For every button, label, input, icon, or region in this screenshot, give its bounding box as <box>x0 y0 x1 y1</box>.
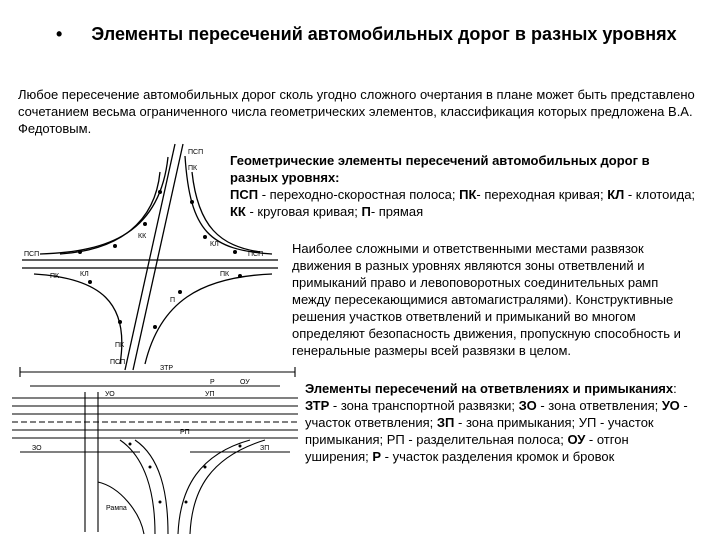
label-pk-bottom: ПК <box>115 342 125 349</box>
label-psp-bottom: ПСП <box>110 359 126 366</box>
intro-paragraph: Любое пересечение автомобильных дорог сколь угодно сложного очертания в плане может быть представлено сочетанием весьма ограниченного числа геометрических элементов, классификация которых предложена В.А. Федотовым. <box>18 87 695 136</box>
label-p: П <box>170 297 176 304</box>
main-road-d2 <box>133 144 183 370</box>
label-ramp: Рампа <box>106 505 127 512</box>
branch-elements-block: Элементы пересечений на ответвлениях и примыканиях: ЗТР - зона транспортной развязки; ЗО - зона ответвления; УО - участок ответвления; ЗП - зона примыкания; УП - участок примыкания; РП - разделительная полоса; ОУ - отгон уширения; Р - участок разделения кромок и бровок <box>305 381 688 464</box>
bullet: • <box>56 24 63 44</box>
geometric-elements-block: Геометрические элементы пересечений автомобильных дорог в разных уровнях: ПСП - переходно-скоростная полоса; ПК- переходная кривая; КЛ - клотоида; КК - круговая кривая; П- прямая <box>230 153 696 219</box>
ramp-br <box>145 274 272 364</box>
main-road-d1 <box>125 144 175 370</box>
label-zp: ЗП <box>260 445 270 452</box>
label-ztr: ЗТР <box>160 365 174 372</box>
label-r: Р <box>210 379 215 386</box>
ramp-tl <box>40 157 168 254</box>
label-up: УП <box>205 391 215 398</box>
label-ou: ОУ <box>240 379 250 386</box>
label-pk-left: ПК <box>50 273 60 280</box>
ramp-bl <box>34 274 122 364</box>
label-pk-right: ПК <box>220 271 230 278</box>
label-psp-top: ПСП <box>188 149 204 156</box>
complex-zones-paragraph: Наиболее сложными и ответственными местами развязок движения в разных уровнях являются зоны ответвлений и примыканий право и левоповоротных соединительных рамп между пересекающимися автомагистралями). Конструктивные решения участков ответвлений и примыканий во многом определяют безопасность движения, пропускную способность и генеральные размеры всей развязки в целом. <box>292 241 681 358</box>
label-rp: РП <box>180 429 190 436</box>
slide-title: Элементы пересечений автомобильных дорог в разных уровнях <box>91 24 677 44</box>
title-row <box>40 22 680 78</box>
label-psp-right: ПСП <box>248 251 264 258</box>
geom-heading: Геометрические элементы пересечений автомобильных дорог в разных уровнях: <box>230 153 650 185</box>
label-kl-left: КЛ <box>80 271 89 278</box>
label-pk-top: ПК <box>188 165 198 172</box>
label-zo: ЗО <box>32 445 42 452</box>
label-psp-left: ПСП <box>24 251 40 258</box>
label-uo: УО <box>105 391 115 398</box>
label-kk: КК <box>138 233 147 240</box>
branch-heading: Элементы пересечений на ответвлениях и примыканиях <box>305 381 674 396</box>
label-kl-right: КЛ <box>210 241 219 248</box>
branch-zone-diagram <box>10 362 300 537</box>
